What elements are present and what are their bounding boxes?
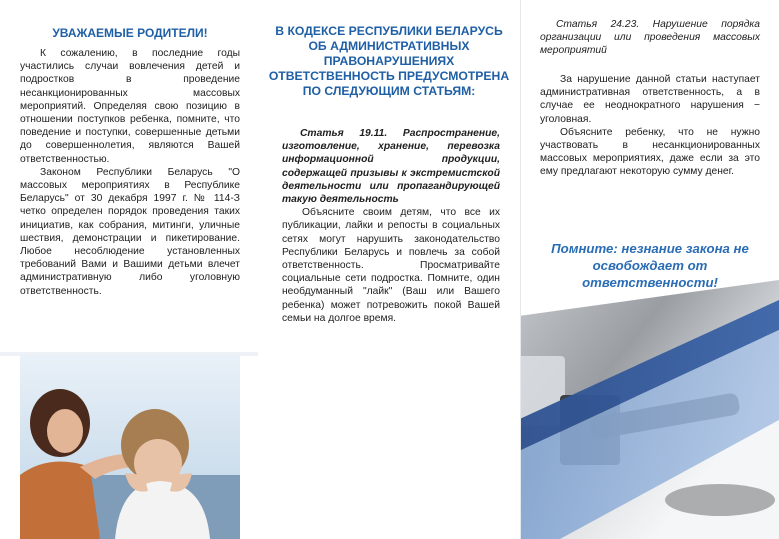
panel-article-24-23	[520, 0, 779, 539]
parents-paragraph-1: К сожалению, в последние годы участились случаи вовлечения детей и подростков в проведение несанкционированных массовых мероприятий. Определяя свою позицию в отношении поступков ребенка, помните, что поведение и поступки, совершенные детьми до совершеннолетия, являются Вашей ответственностью.	[20, 48, 240, 165]
law-ignorance-note: Помните: незнание закона не освобождает от ответственности!	[551, 241, 749, 290]
code-articles-title: В КОДЕКСЕ РЕСПУБЛИКИ БЕЛАРУСЬ ОБ АДМИНИСТРАТИВНЫХ ПРАВОНАРУШЕНИЯХ ОТВЕТСТВЕННОСТЬ ПРЕДУСМОТРЕНА ПО СЛЕДУЮЩИМ СТАТЬЯМ:	[268, 24, 510, 98]
article-24-23-text	[540, 73, 760, 179]
article-19-11-title: Статья 19.11. Распространение, изготовление, хранение, перевозка информационной продукции, содержащей призывы к экстремистской деятельности или пропагандирующей такую деятельность	[282, 128, 500, 206]
article-24-23-paragraph-1: За нарушение данной статьи наступает административная ответственность, а в случае ее неоднократного нарушения − уголовная.	[540, 74, 760, 125]
article-19-11-block	[282, 127, 500, 325]
parents-paragraph-2: Законом Республики Беларусь "О массовых мероприятиях в Республике Беларусь" от 30 декабря 1997 г. № 114-З четко определен порядок проведения таких инициатив, как собрания, митинги, уличные шествия, демонстрации и пикетирование. Любое несоблюдение установленных требований Вами и Вашими детьми влечет административную либо уголовную ответственность.	[20, 166, 240, 297]
article-24-23-header	[540, 18, 760, 58]
parents-heading: УВАЖАЕМЫЕ РОДИТЕЛИ!	[52, 26, 208, 40]
parents-text	[20, 47, 240, 298]
panel-code-articles	[258, 0, 520, 539]
article-19-11-text: Объясните своим детям, что все их публикации, лайки и репосты в социальных сетях могут нарушить законодательство Республики Беларусь и повлечь за собой ответственность. Просматривайте социальные сети подростка. Помните, один необдуманный "лайк" (Ваш или Вашего ребенка) может потревожить покой Вашей семьи на долгое время.	[282, 207, 500, 324]
parent-comforting-child-photo	[20, 355, 240, 539]
article-24-23-paragraph-2: Объясните ребенку, что не нужно участвовать в несанкционированных массовых мероприятиях, даже если за это ему предлагают некоторую сумму денег.	[540, 126, 760, 178]
article-24-23-title: Статья 24.23. Нарушение порядка организации или проведения массовых мероприятий	[540, 19, 760, 57]
